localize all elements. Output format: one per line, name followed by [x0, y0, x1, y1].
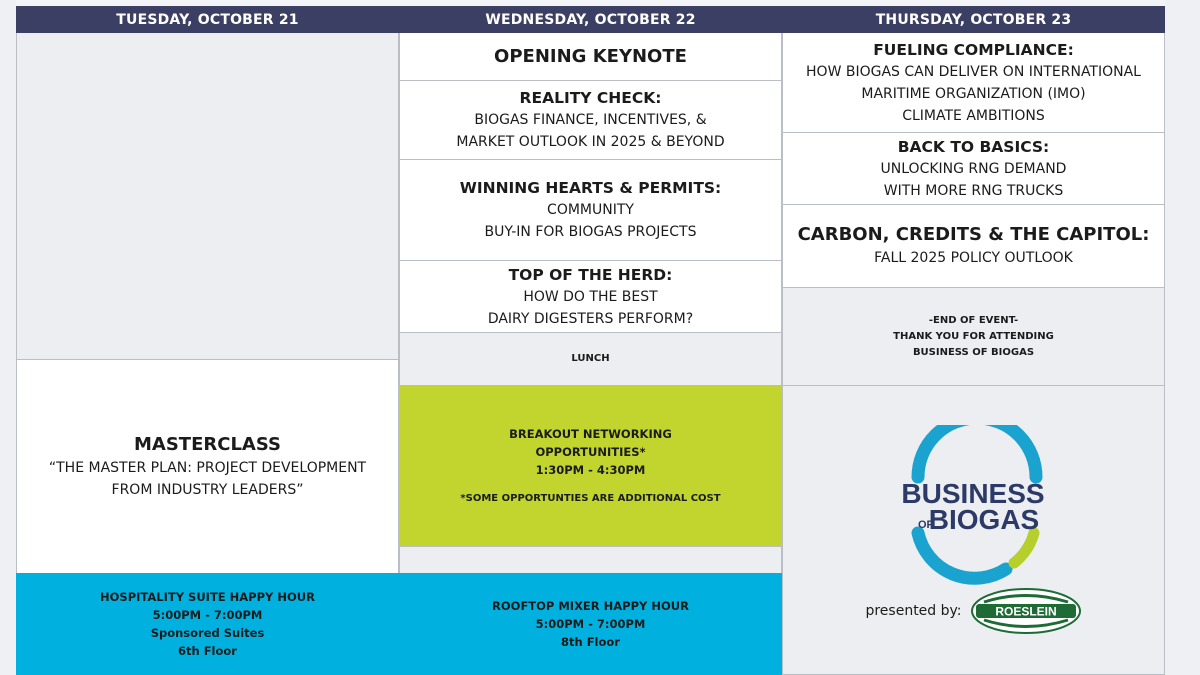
session-line: COMMUNITY [547, 202, 634, 218]
logo-word: BUSINESS [901, 478, 1046, 509]
session-title: FUELING COMPLIANCE: [873, 40, 1074, 59]
sponsor-name: ROESLEIN [994, 604, 1057, 619]
logo-word: BIOGAS [929, 504, 1040, 535]
top-of-the-herd-session [399, 260, 782, 333]
rooftop-mixer-happy-hour [399, 573, 782, 675]
logo-block [782, 385, 1165, 675]
session-note: *SOME OPPORTUNTIES ARE ADDITIONAL COST [460, 493, 721, 504]
reality-check-session [399, 80, 782, 160]
session-line: UNLOCKING RNG DEMAND [880, 160, 1067, 177]
session-time: 1:30PM - 4:30PM [535, 463, 646, 477]
header-thursday: THURSDAY, OCTOBER 23 [782, 6, 1165, 33]
lunch-block [399, 332, 782, 386]
session-time: 5:00PM - 7:00PM [152, 608, 263, 622]
logo-word: OF [918, 519, 934, 531]
session-line: “THE MASTER PLAN: PROJECT DEVELOPMENT [48, 459, 367, 476]
session-line: FROM INDUSTRY LEADERS” [111, 481, 304, 498]
masterclass-session [16, 359, 399, 574]
session-line: CLIMATE AMBITIONS [902, 107, 1045, 124]
tuesday-empty-block [16, 33, 399, 360]
session-sponsor: Sponsored Suites [150, 626, 265, 640]
biogas-logo-icon [888, 425, 1058, 585]
schedule-grid [16, 6, 1165, 675]
carbon-credits-session [782, 204, 1165, 288]
session-title: BREAKOUT NETWORKING [509, 427, 672, 441]
header-tuesday: TUESDAY, OCTOBER 21 [16, 6, 399, 33]
presented-by-label: presented by: [865, 603, 962, 619]
session-line: WITH MORE RNG TRUCKS [883, 182, 1064, 199]
wednesday-empty-block [399, 546, 782, 574]
session-line: HOW BIOGAS CAN DELIVER ON INTERNATIONAL [806, 63, 1141, 80]
session-line: DAIRY DIGESTERS PERFORM? [487, 310, 694, 327]
background-left [0, 0, 16, 675]
session-line: HOW DO THE BEST [523, 288, 658, 305]
session-title: OPENING KEYNOTE [494, 45, 687, 67]
session-title: ROOFTOP MIXER HAPPY HOUR [492, 599, 689, 613]
lunch-label: LUNCH [571, 353, 610, 364]
session-floor: 6th Floor [178, 644, 237, 658]
hospitality-happy-hour [16, 573, 399, 675]
session-floor: 8th Floor [561, 635, 620, 649]
session-line: BIOGAS FINANCE, INCENTIVES, & [474, 112, 707, 128]
session-title: TOP OF THE HERD: [508, 265, 673, 284]
header-wednesday: WEDNESDAY, OCTOBER 22 [399, 6, 782, 33]
session-title: OPPORTUNITIES* [535, 445, 646, 459]
session-title: WINNING HEARTS & PERMITS: [459, 179, 722, 197]
session-title: HOSPITALITY SUITE HAPPY HOUR [100, 590, 315, 604]
session-title: REALITY CHECK: [519, 89, 662, 107]
session-line: MARITIME ORGANIZATION (IMO) [861, 85, 1086, 102]
breakout-networking [399, 385, 782, 547]
session-title: CARBON, CREDITS & THE CAPITOL: [797, 224, 1150, 245]
session-line: FALL 2025 POLICY OUTLOOK [874, 250, 1073, 266]
winning-hearts-session [399, 159, 782, 261]
back-to-basics-session [782, 132, 1165, 205]
background-right [1165, 0, 1200, 675]
session-title: BACK TO BASICS: [897, 137, 1050, 156]
business-of-biogas-logo [865, 425, 1081, 635]
roeslein-logo-icon [970, 587, 1082, 635]
end-line: THANK YOU FOR ATTENDING [893, 330, 1054, 342]
opening-keynote-session [399, 33, 782, 81]
session-title: MASTERCLASS [134, 433, 281, 455]
session-time: 5:00PM - 7:00PM [535, 617, 646, 631]
end-line: BUSINESS OF BIOGAS [912, 346, 1035, 358]
presented-by [865, 587, 1081, 635]
session-line: MARKET OUTLOOK IN 2025 & BEYOND [456, 134, 725, 150]
fueling-compliance-session [782, 33, 1165, 133]
session-line: BUY-IN FOR BIOGAS PROJECTS [484, 224, 697, 240]
end-line: -END OF EVENT- [928, 314, 1019, 326]
end-of-event-block [782, 287, 1165, 386]
